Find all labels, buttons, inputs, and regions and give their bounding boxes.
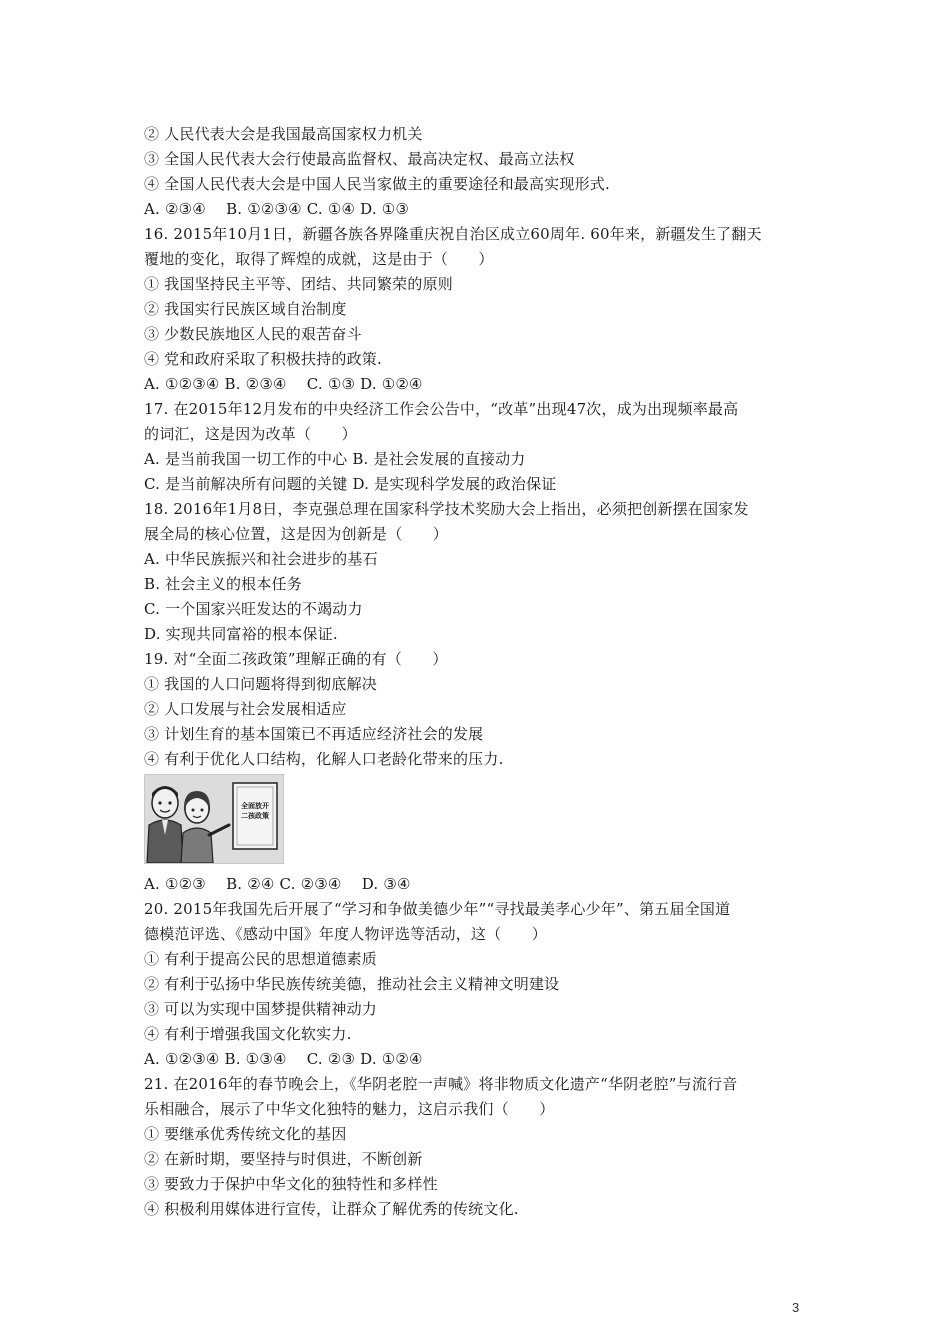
text-line: ④ 党和政府采取了积极扶持的政策. — [144, 350, 382, 368]
answer-options: A. ①②③④ B. ②③④ C. ①③ D. ①②④ — [144, 375, 423, 393]
text-line: 的词汇，这是因为改革（ ） — [144, 425, 357, 443]
question-18: 18. 2016年1月8日，李克强总理在国家科学技术奖励大会上指出，必须把创新摆在国家发 — [144, 500, 749, 518]
text-line: ① 有利于提高公民的思想道德素质 — [144, 950, 377, 968]
question-17: 17. 在2015年12月发布的中央经济工作会公告中，“改革”出现47次，成为出现频率最高 — [144, 400, 739, 418]
text-line: 覆地的变化，取得了辉煌的成就，这是由于（ ） — [144, 250, 494, 268]
two-child-policy-illustration — [144, 774, 284, 864]
text-line: ③ 全国人民代表大会行使最高监督权、最高决定权、最高立法权 — [144, 150, 575, 168]
text-line: ③ 可以为实现中国梦提供精神动力 — [144, 1000, 377, 1018]
answer-option-d: D. 实现共同富裕的根本保证. — [144, 625, 338, 643]
text-line: ① 我国坚持民主平等、团结、共同繁荣的原则 — [144, 275, 453, 293]
text-line: ④ 全国人民代表大会是中国人民当家做主的重要途径和最高实现形式. — [144, 175, 610, 193]
text-line: 展全局的核心位置，这是因为创新是（ ） — [144, 525, 449, 543]
text-line: ③ 计划生育的基本国策已不再适应经济社会的发展 — [144, 725, 484, 743]
sign-text-line2: 二孩政策 — [241, 812, 269, 820]
answer-options: C. 是当前解决所有问题的关键 D. 是实现科学发展的政治保证 — [144, 475, 557, 493]
question-19: 19. 对“全面二孩政策”理解正确的有（ ） — [144, 650, 448, 668]
text-line: ② 在新时期，要坚持与时俱进，不断创新 — [144, 1150, 423, 1168]
text-line: ③ 要致力于保护中华文化的独特性和多样性 — [144, 1175, 438, 1193]
text-line: ② 有利于弘扬中华民族传统美德，推动社会主义精神文明建设 — [144, 975, 560, 993]
question-20: 20. 2015年我国先后开展了“学习和争做美德少年”“寻找最美孝心少年”、第五届全国道 — [144, 900, 731, 918]
text-line: ② 人口发展与社会发展相适应 — [144, 700, 347, 718]
text-block-top — [144, 122, 824, 772]
text-line: ① 要继承优秀传统文化的基因 — [144, 1125, 347, 1143]
text-block-bottom — [144, 872, 824, 1222]
man-figure — [147, 786, 183, 863]
text-line: 德模范评选、《感动中国》年度人物评选等活动，这（ ） — [144, 925, 547, 943]
text-line: ④ 有利于优化人口结构，化解人口老龄化带来的压力. — [144, 750, 504, 768]
answer-options: A. ②③④ B. ①②③④ C. ①④ D. ①③ — [144, 200, 410, 218]
text-body — [144, 122, 824, 1222]
text-line: 乐相融合，展示了中华文化独特的魅力，这启示我们（ ） — [144, 1100, 555, 1118]
answer-options: A. 是当前我国一切工作的中心 B. 是社会发展的直接动力 — [144, 450, 526, 468]
text-line: ② 人民代表大会是我国最高国家权力机关 — [144, 125, 423, 143]
text-line: ① 我国的人口问题将得到彻底解决 — [144, 675, 377, 693]
answer-options: A. ①②③④ B. ①③④ C. ②③ D. ①②④ — [144, 1050, 423, 1068]
sign-text-line1: 全面放开 — [241, 802, 269, 810]
answer-option-c: C. 一个国家兴旺发达的不竭动力 — [144, 600, 363, 618]
text-line: ② 我国实行民族区域自治制度 — [144, 300, 347, 318]
answer-options: A. ①②③ B. ②④ C. ②③④ D. ③④ — [144, 875, 411, 893]
question-21: 21. 在2016年的春节晚会上，《华阴老腔一声喊》将非物质文化遗产“华阴老腔”与流行音 — [144, 1075, 738, 1093]
answer-option-b: B. 社会主义的根本任务 — [144, 575, 302, 593]
text-line: ④ 积极利用媒体进行宣传，让群众了解优秀的传统文化. — [144, 1200, 519, 1218]
answer-option-a: A. 中华民族振兴和社会进步的基石 — [144, 550, 378, 568]
question-16: 16. 2015年10月1日，新疆各族各界隆重庆祝自治区成立60周年. 60年来，新疆发生了翻天 — [144, 225, 762, 243]
text-line: ④ 有利于增强我国文化软实力. — [144, 1025, 352, 1043]
page-number: 3 — [792, 1300, 800, 1315]
text-line: ③ 少数民族地区人民的艰苦奋斗 — [144, 325, 362, 343]
